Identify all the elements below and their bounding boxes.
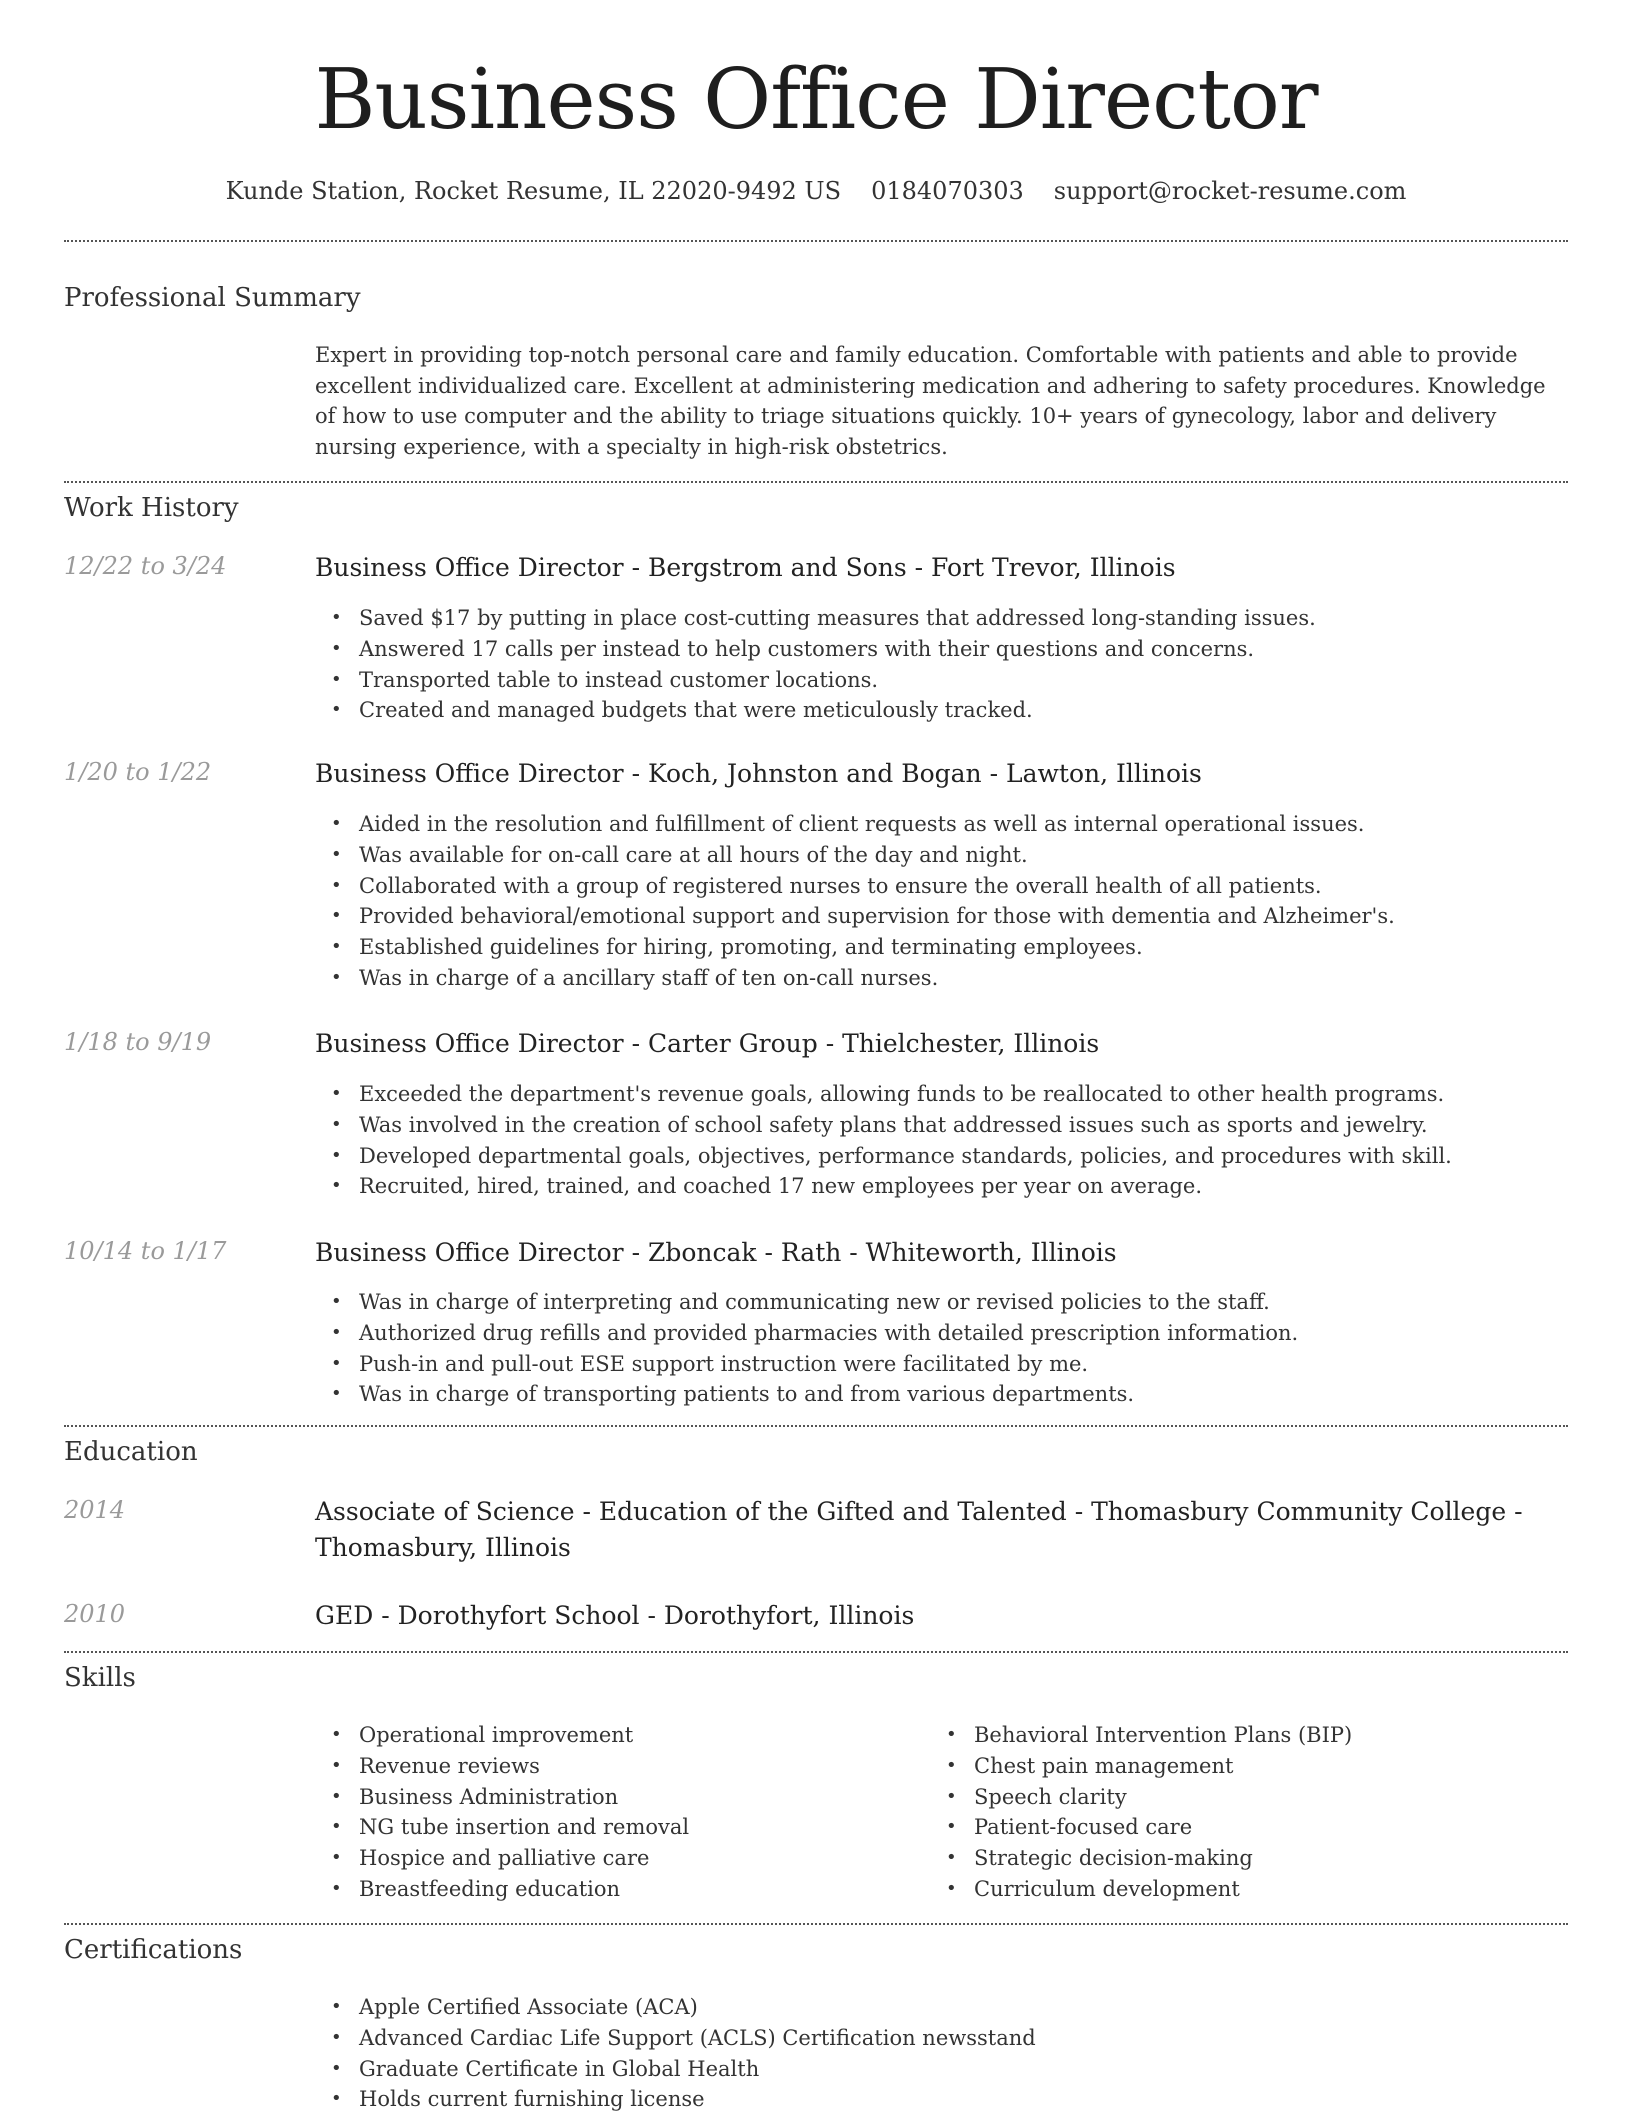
skill-item: • NG tube insertion and removal	[315, 1812, 915, 1843]
job-bullets	[315, 1079, 1568, 1202]
job-bullets	[315, 603, 1568, 726]
skill-item: • Hospice and palliative care	[315, 1843, 915, 1874]
skills-list-left	[315, 1720, 915, 1905]
contact-phone: 0184070303	[871, 177, 1024, 205]
job-bullets	[315, 809, 1568, 994]
skill-item: • Curriculum development	[930, 1874, 1550, 1905]
skill-item: • Operational improvement	[315, 1720, 915, 1751]
job-bullets	[315, 1287, 1568, 1410]
job-heading: Business Office Director - Zboncak - Rath - Whiteworth, Illinois	[315, 1238, 1117, 1267]
job-bullet: • Authorized drug refills and provided pharmacies with detailed prescription information.	[315, 1318, 1568, 1349]
certifications-heading: Certifications	[64, 1935, 243, 1965]
job-bullet: • Was in charge of interpreting and communicating new or revised policies to the staff.	[315, 1287, 1568, 1318]
job-bullet: • Transported table to instead customer locations.	[315, 665, 1568, 696]
section-divider	[64, 1425, 1568, 1427]
contact-line	[64, 177, 1568, 205]
education-line: Thomasbury, Illinois	[315, 1533, 571, 1562]
job-bullet: • Established guidelines for hiring, promoting, and terminating employees.	[315, 932, 1568, 963]
job-heading: Business Office Director - Koch, Johnston and Bogan - Lawton, Illinois	[315, 759, 1202, 788]
job-bullet: • Aided in the resolution and fulfillment of client requests as well as internal operational issues.	[315, 809, 1568, 840]
skill-item: • Chest pain management	[930, 1751, 1550, 1782]
contact-address: Kunde Station, Rocket Resume, IL 22020-9492 US	[225, 177, 842, 205]
job-dates: 10/14 to 1/17	[64, 1237, 227, 1265]
job-bullet: • Created and managed budgets that were meticulously tracked.	[315, 695, 1568, 726]
section-divider	[64, 481, 1568, 483]
job-bullet: • Recruited, hired, trained, and coached 17 new employees per year on average.	[315, 1171, 1568, 1202]
education-year: 2014	[64, 1496, 126, 1524]
skill-item: • Patient-focused care	[930, 1812, 1550, 1843]
education-line: GED - Dorothyfort School - Dorothyfort, Illinois	[315, 1601, 915, 1630]
skill-item: • Behavioral Intervention Plans (BIP)	[930, 1720, 1550, 1751]
section-divider	[64, 1923, 1568, 1925]
skill-item: • Breastfeeding education	[315, 1874, 915, 1905]
resume-name: Business Office Director	[314, 51, 1318, 148]
education-line: Associate of Science - Education of the Gifted and Talented - Thomasbury Community College -	[315, 1497, 1523, 1526]
summary-heading: Professional Summary	[64, 283, 361, 313]
section-divider	[64, 240, 1568, 242]
skill-item: • Business Administration	[315, 1782, 915, 1813]
skills-heading: Skills	[64, 1663, 136, 1693]
job-bullet: • Developed departmental goals, objectives, performance standards, policies, and procedures with skill.	[315, 1141, 1568, 1172]
job-bullet: • Answered 17 calls per instead to help customers with their questions and concerns.	[315, 634, 1568, 665]
job-bullet: • Was involved in the creation of school safety plans that addressed issues such as sports and jewelry.	[315, 1110, 1568, 1141]
skill-item: • Speech clarity	[930, 1782, 1550, 1813]
job-dates: 1/20 to 1/22	[64, 758, 212, 786]
job-heading: Business Office Director - Bergstrom and Sons - Fort Trevor, Illinois	[315, 553, 1176, 582]
skills-list-right	[930, 1720, 1550, 1905]
job-bullet: • Provided behavioral/emotional support and supervision for those with dementia and Alzheimer's.	[315, 901, 1568, 932]
education-entry	[315, 1494, 1568, 1566]
contact-email[interactable]: support@rocket-resume.com	[1053, 177, 1407, 205]
skill-item: • Strategic decision-making	[930, 1843, 1550, 1874]
certification-item: • Holds current furnishing license	[315, 2084, 1568, 2115]
job-bullet: • Was in charge of a ancillary staff of ten on-call nurses.	[315, 963, 1568, 994]
education-entry	[315, 1598, 1568, 1634]
job-bullet: • Exceeded the department's revenue goals, allowing funds to be reallocated to other health programs.	[315, 1079, 1568, 1110]
job-bullet: • Collaborated with a group of registered nurses to ensure the overall health of all patients.	[315, 871, 1568, 902]
certification-item: • Graduate Certificate in Global Health	[315, 2054, 1568, 2085]
job-heading: Business Office Director - Carter Group - Thielchester, Illinois	[315, 1029, 1100, 1058]
job-bullet: • Push-in and pull-out ESE support instruction were facilitated by me.	[315, 1349, 1568, 1380]
job-bullet: • Was available for on-call care at all hours of the day and night.	[315, 840, 1568, 871]
certifications-list	[315, 1992, 1568, 2115]
education-heading: Education	[64, 1437, 198, 1467]
job-bullet: • Saved $17 by putting in place cost-cutting measures that addressed long-standing issues.	[315, 603, 1568, 634]
section-divider	[64, 1651, 1568, 1653]
certification-item: • Apple Certified Associate (ACA)	[315, 1992, 1568, 2023]
work-history-heading: Work History	[64, 493, 239, 523]
resume-page	[64, 0, 1568, 2112]
job-bullet: • Was in charge of transporting patients to and from various departments.	[315, 1379, 1568, 1410]
education-year: 2010	[64, 1600, 126, 1628]
summary-text: Expert in providing top-notch personal care and family education. Comfortable with patients and able to provide excellent individualized care. Excellent at administering medication and adhering to safety procedures. Knowledge of how to use computer and the ability to triage situations quickly. 10+ years of gynecology, labor and delivery nursing experience, with a specialty in high-risk obstetrics.	[315, 343, 1546, 459]
job-dates: 1/18 to 9/19	[64, 1028, 212, 1056]
certification-item: • Advanced Cardiac Life Support (ACLS) Certification newsstand	[315, 2023, 1568, 2054]
skill-item: • Revenue reviews	[315, 1751, 915, 1782]
job-dates: 12/22 to 3/24	[64, 552, 227, 580]
